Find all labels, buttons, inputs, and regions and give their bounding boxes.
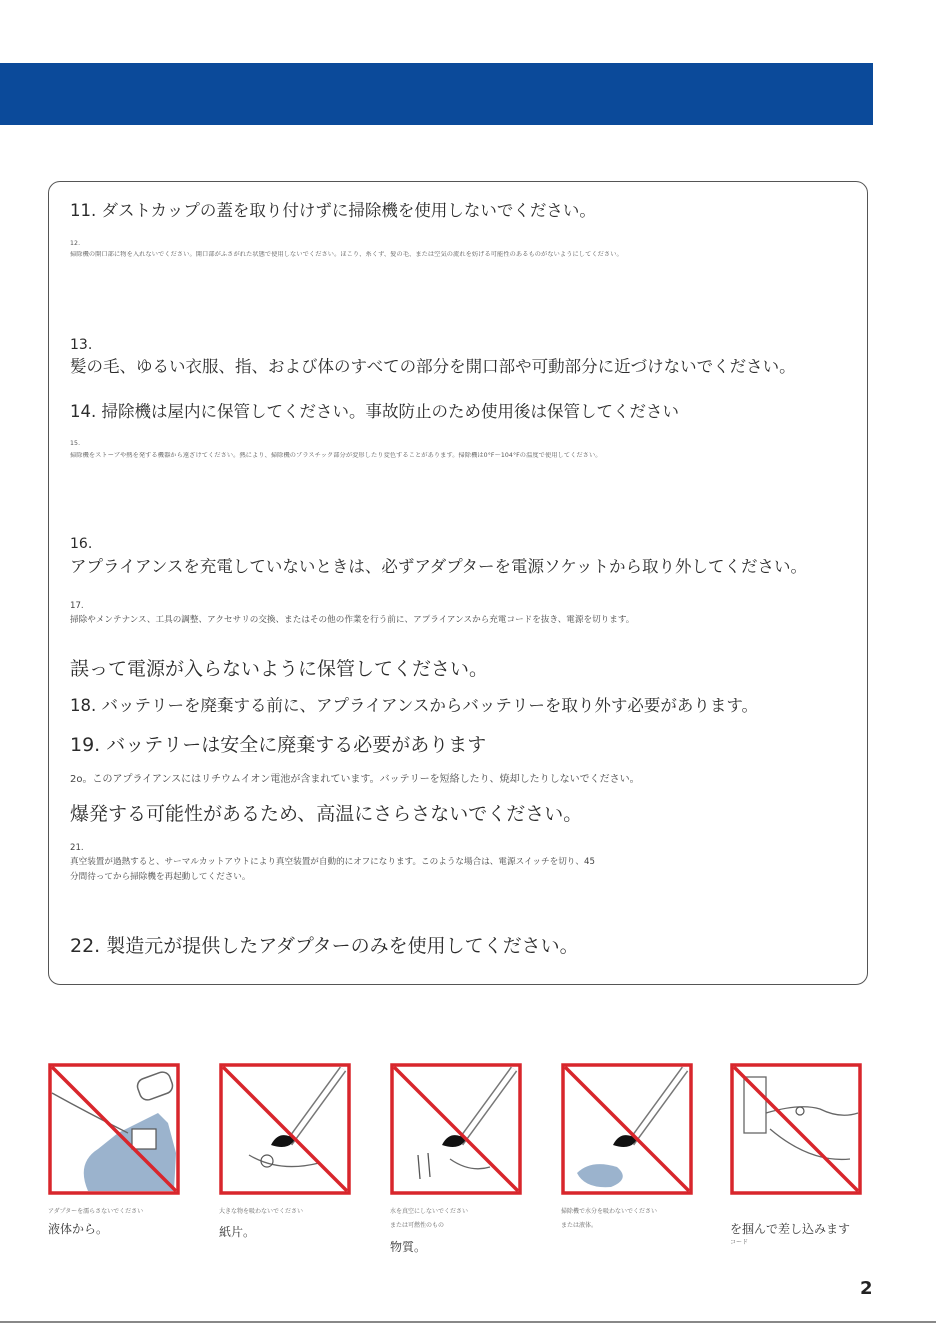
item-17-text: 掃除やメンテナンス、工具の調整、アクセサリの交換、またはその他の作業を行う前に、アプライアンスから充電コードを抜き、電源を切ります。 [70,615,635,625]
caption-3-small: 水を真空にしないでください [390,1208,469,1215]
item-12-number: 12. [70,240,81,247]
item-20-continued: 爆発する可能性があるため、高温にさらさないでください。 [70,803,583,825]
item-14: 14. 掃除機は屋内に保管してください。事故防止のため使用後は保管してください [70,402,679,421]
caption-3-small-2: または可燃性のもの [390,1222,445,1229]
no-flammable-icon [390,1063,522,1195]
caption-5-small: コード [730,1239,749,1246]
item-22: 22. 製造元が提供したアダプターのみを使用してください。 [70,935,579,957]
caption-3-main: 物質。 [390,1240,427,1254]
caption-2-main: 紙片。 [219,1225,256,1239]
item-19: 19. バッテリーは安全に廃棄する必要があります [70,734,487,756]
item-18: 18. バッテリーを廃棄する前に、アプライアンスからバッテリーを取り外す必要があります。 [70,696,759,715]
caption-1-small: アダプターを濡らさないでください [48,1208,144,1215]
caption-5-main: を掴んで差し込みます [730,1222,851,1236]
item-21-line-2: 分間待ってから掃除機を再起動してください。 [70,872,251,882]
no-water-icon [561,1063,693,1195]
caption-4-small: 掃除機で水分を吸わないでください [561,1208,658,1215]
item-11: 11. ダストカップの蓋を取り付けずに掃除機を使用しないでください。 [70,201,596,220]
item-15-number: 15. [70,440,81,447]
caption-2-small: 大きな物を吸わないでください [219,1208,304,1215]
bottom-rule [0,1321,936,1323]
no-liquid-icon [48,1063,180,1195]
item-21-number: 21. [70,843,84,853]
caption-4-small-2: または液体。 [561,1222,598,1229]
no-large-debris-icon [219,1063,351,1195]
item-16-text: アプライアンスを充電していないときは、必ずアダプターを電源ソケットから取り外してください。 [70,557,808,576]
item-21-line-1: 真空装置が過熱すると、サーマルカットアウトにより真空装置が自動的にオフになります。このような場合は、電源スイッチを切り、45 [70,857,595,867]
item-15-text: 掃除機をストーブや熱を発する機器から遠ざけてください。熱により、掃除機のプラスチック部分が変形したり変色することがあります。掃除機は0°F〜104°Fの温度で使用してください。 [70,452,602,459]
item-17-continued: 誤って電源が入らないように保管してください。 [70,658,489,680]
no-pull-cord-icon [730,1063,862,1195]
item-20: 2o。このアプライアンスにはリチウムイオン電池が含まれています。バッテリーを短絡したり、焼却したりしないでください。 [70,774,640,785]
item-13-text: 髪の毛、ゆるい衣服、指、および体のすべての部分を開口部や可動部分に近づけないでください。 [70,357,796,376]
item-12-text: 掃除機の開口部に物を入れないでください。開口部がふさがれた状態で使用しないでください。ほこり、糸くず、髪の毛、または空気の流れを妨げる可能性のあるものがないようにしてください。 [70,251,623,258]
caption-1-main: 液体から。 [48,1222,109,1236]
item-17-number: 17. [70,601,84,611]
item-13-number: 13. [70,337,93,353]
header-banner [0,63,873,125]
item-16-number: 16. [70,536,93,552]
page-number: 2 [860,1278,873,1299]
